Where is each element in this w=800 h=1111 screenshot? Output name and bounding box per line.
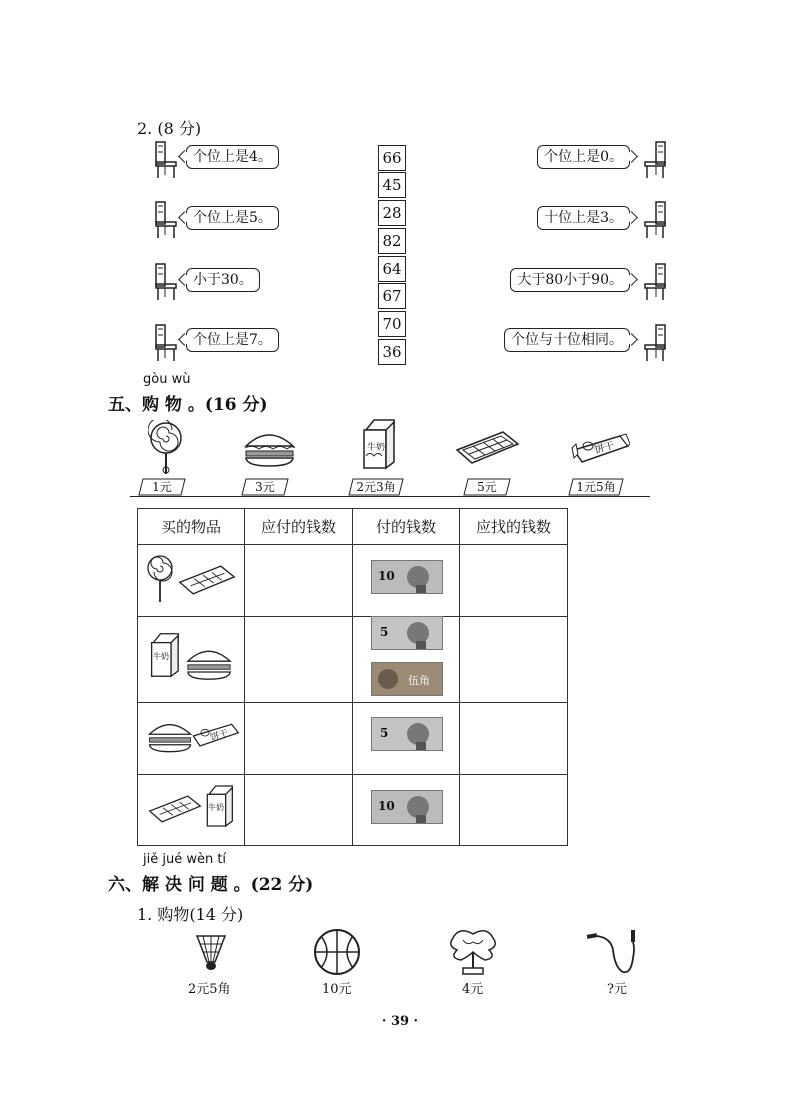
- lollipop-icon: [148, 420, 188, 475]
- left-clue-2: 个位上是5。: [186, 206, 279, 230]
- number-box: 28: [378, 200, 406, 226]
- price-label: 1元5角: [576, 480, 616, 494]
- biscuit-label: 饼干: [593, 440, 616, 457]
- chair-icon: [153, 323, 181, 363]
- left-clue-3: 小于30。: [186, 268, 260, 292]
- right-clue-2: 十位上是3。: [537, 206, 630, 230]
- bill-value: 5: [380, 625, 389, 639]
- left-clue-4: 个位上是7。: [186, 328, 279, 352]
- jump-rope-icon: [585, 928, 645, 978]
- burger-icon: [184, 645, 234, 681]
- chair-icon: [640, 140, 668, 180]
- chair-icon: [640, 200, 668, 240]
- five-yuan-bill: [371, 616, 443, 650]
- milk-carton-icon: [360, 418, 396, 470]
- answer-cell[interactable]: [460, 775, 568, 846]
- bill-value: 10: [378, 799, 395, 813]
- item-price: 10元: [322, 982, 352, 997]
- number-box: 70: [378, 311, 406, 337]
- milk-carton-icon: [204, 784, 234, 828]
- section5-pinyin: gòu wù: [143, 372, 191, 387]
- chair-icon: [640, 323, 668, 363]
- section5-title: 五、购 物 。(16 分): [108, 395, 268, 415]
- price-label: 2元3角: [356, 480, 396, 494]
- shelf-line: [130, 496, 650, 497]
- right-clue-3: 大于80小于90。: [510, 268, 630, 292]
- item-price: ?元: [607, 982, 627, 997]
- milk-label: 牛奶: [208, 803, 224, 812]
- chair-icon: [153, 262, 181, 302]
- number-box: 67: [378, 283, 406, 309]
- answer-cell[interactable]: [460, 703, 568, 775]
- shuttlecock-icon: [193, 932, 229, 972]
- header-items: 买的物品: [138, 509, 245, 545]
- section6-title: 六、解 决 问 题 。(22 分): [108, 875, 314, 895]
- left-clue-1: 个位上是4。: [186, 145, 279, 169]
- biscuit-pack-icon: [190, 720, 240, 752]
- answer-cell[interactable]: [245, 545, 353, 617]
- price-tag: [462, 478, 512, 496]
- price-label: 5元: [477, 480, 497, 494]
- q1-title: 1. 购物(14 分): [137, 905, 244, 924]
- price-label: 3元: [255, 480, 275, 494]
- right-clue-1: 个位上是0。: [537, 145, 630, 169]
- price-tag: [347, 478, 405, 496]
- price-tag: [137, 478, 187, 496]
- number-box: 64: [378, 256, 406, 282]
- chocolate-bar-icon: [148, 794, 202, 824]
- chocolate-bar-icon: [178, 564, 236, 596]
- chair-icon: [153, 140, 181, 180]
- bill-value: 10: [378, 569, 395, 583]
- bill-value: 5: [380, 726, 389, 740]
- right-clue-4: 个位与十位相同。: [504, 328, 630, 352]
- five-jiao-bill: [371, 662, 443, 696]
- header-change: 应找的钱数: [460, 509, 568, 545]
- milk-label: 牛奶: [367, 443, 386, 453]
- ten-yuan-bill: [371, 790, 443, 824]
- answer-cell[interactable]: [245, 703, 353, 775]
- answer-cell[interactable]: [245, 775, 353, 846]
- number-box: 36: [378, 339, 406, 365]
- potted-plant-icon: [445, 926, 501, 976]
- biscuit-pack-icon: [570, 432, 630, 468]
- five-yuan-bill: [371, 717, 443, 751]
- header-should-pay: 应付的钱数: [245, 509, 353, 545]
- table-row: [138, 775, 568, 846]
- answer-cell[interactable]: [245, 617, 353, 703]
- chair-icon: [640, 262, 668, 302]
- ten-yuan-bill: [371, 560, 443, 594]
- milk-carton-icon: [148, 632, 180, 678]
- answer-cell[interactable]: [460, 545, 568, 617]
- bill-value: 伍角: [408, 674, 430, 687]
- basketball-icon: [313, 928, 361, 976]
- price-tag: [567, 478, 625, 496]
- q2-title: 2. (8 分): [137, 119, 202, 138]
- item-price: 2元5角: [188, 982, 231, 997]
- chair-icon: [153, 200, 181, 240]
- header-paid: 付的钱数: [353, 509, 460, 545]
- price-tag: [240, 478, 290, 496]
- answer-cell[interactable]: [460, 617, 568, 703]
- section6-pinyin: jiě jué wèn tí: [143, 852, 227, 867]
- burger-icon: [242, 428, 297, 468]
- page-number: · 39 ·: [381, 1014, 419, 1029]
- number-box: 45: [378, 172, 406, 198]
- milk-label: 牛奶: [153, 652, 169, 661]
- biscuit-label: 饼干: [209, 728, 230, 744]
- number-box: 82: [378, 228, 406, 254]
- number-box: 66: [378, 145, 406, 171]
- burger-icon: [146, 718, 194, 754]
- item-price: 4元: [462, 982, 484, 997]
- chocolate-bar-icon: [455, 430, 520, 465]
- price-label: 1元: [152, 480, 172, 494]
- lollipop-icon: [146, 554, 176, 604]
- table-header-row: [138, 509, 568, 545]
